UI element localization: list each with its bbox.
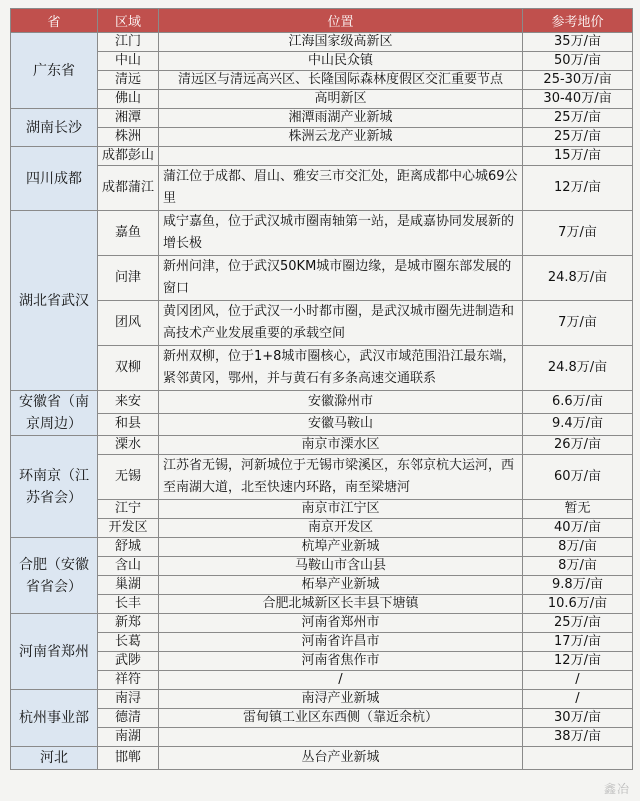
province-cell: 河南省郑州 bbox=[11, 614, 98, 690]
district-cell: 和县 bbox=[98, 413, 159, 436]
district-cell: 江门 bbox=[98, 33, 159, 52]
price-cell: 24.8万/亩 bbox=[523, 256, 633, 301]
location-cell: 河南省许昌市 bbox=[159, 633, 523, 652]
location-cell: 柘皋产业新城 bbox=[159, 576, 523, 595]
location-cell: 南京市溧水区 bbox=[159, 436, 523, 455]
province-cell: 河北 bbox=[11, 747, 98, 770]
location-cell bbox=[159, 147, 523, 166]
province-cell: 安徽省（南京周边） bbox=[11, 391, 98, 436]
table-row bbox=[11, 109, 633, 128]
table-row bbox=[11, 595, 633, 614]
district-cell: 无锡 bbox=[98, 455, 159, 500]
table-row bbox=[11, 614, 633, 633]
district-cell: 武陟 bbox=[98, 652, 159, 671]
location-cell: 湘潭雨湖产业新城 bbox=[159, 109, 523, 128]
table-row bbox=[11, 166, 633, 211]
table-row bbox=[11, 211, 633, 256]
price-cell: 35万/亩 bbox=[523, 33, 633, 52]
land-price-table-wrapper bbox=[10, 8, 632, 770]
table-row bbox=[11, 709, 633, 728]
province-cell: 湖南长沙 bbox=[11, 109, 98, 147]
price-cell: 8万/亩 bbox=[523, 538, 633, 557]
district-cell: 江宁 bbox=[98, 500, 159, 519]
province-cell: 杭州事业部 bbox=[11, 690, 98, 747]
district-cell: 成都彭山 bbox=[98, 147, 159, 166]
price-cell: 10.6万/亩 bbox=[523, 595, 633, 614]
province-cell: 四川成都 bbox=[11, 147, 98, 211]
location-cell: 中山民众镇 bbox=[159, 52, 523, 71]
price-cell: 26万/亩 bbox=[523, 436, 633, 455]
district-cell: 佛山 bbox=[98, 90, 159, 109]
district-cell: 长葛 bbox=[98, 633, 159, 652]
price-cell: 6.6万/亩 bbox=[523, 391, 633, 414]
price-cell: 15万/亩 bbox=[523, 147, 633, 166]
location-cell: 新州双柳，位于1+8城市圈核心，武汉市域范围沿江最东端，紧邻黄冈，鄂州，并与黄石有多条高速交通联系 bbox=[159, 346, 523, 391]
location-cell bbox=[159, 728, 523, 747]
location-cell: 丛台产业新城 bbox=[159, 747, 523, 770]
price-cell: 25-30万/亩 bbox=[523, 71, 633, 90]
location-cell: 咸宁嘉鱼，位于武汉城市圈南轴第一站，是咸嘉协同发展新的增长极 bbox=[159, 211, 523, 256]
price-cell: 7万/亩 bbox=[523, 211, 633, 256]
location-cell: 南浔产业新城 bbox=[159, 690, 523, 709]
table-row bbox=[11, 747, 633, 770]
province-cell: 环南京（江苏省会） bbox=[11, 436, 98, 538]
price-cell: 30万/亩 bbox=[523, 709, 633, 728]
location-cell: 黄冈团风，位于武汉一小时都市圈，是武汉城市圈先进制造和高技术产业发展重要的承载空间 bbox=[159, 301, 523, 346]
price-cell: 12万/亩 bbox=[523, 166, 633, 211]
table-row bbox=[11, 500, 633, 519]
district-cell: 德清 bbox=[98, 709, 159, 728]
district-cell: 清远 bbox=[98, 71, 159, 90]
header-location: 位置 bbox=[159, 9, 523, 33]
table-row bbox=[11, 633, 633, 652]
location-cell: 南京开发区 bbox=[159, 519, 523, 538]
location-cell: 河南省焦作市 bbox=[159, 652, 523, 671]
table-row bbox=[11, 128, 633, 147]
table-row bbox=[11, 147, 633, 166]
district-cell: 开发区 bbox=[98, 519, 159, 538]
location-cell: 马鞍山市含山县 bbox=[159, 557, 523, 576]
province-cell: 广东省 bbox=[11, 33, 98, 109]
location-cell: 杭埠产业新城 bbox=[159, 538, 523, 557]
district-cell: 南湖 bbox=[98, 728, 159, 747]
location-cell: 蒲江位于成都、眉山、雅安三市交汇处，距离成都中心城69公里 bbox=[159, 166, 523, 211]
price-cell: 25万/亩 bbox=[523, 614, 633, 633]
header-row bbox=[11, 9, 633, 33]
price-cell: 9.4万/亩 bbox=[523, 413, 633, 436]
price-cell: 25万/亩 bbox=[523, 109, 633, 128]
header-province: 省 bbox=[11, 9, 98, 33]
location-cell: 河南省郑州市 bbox=[159, 614, 523, 633]
district-cell: 祥符 bbox=[98, 671, 159, 690]
district-cell: 溧水 bbox=[98, 436, 159, 455]
table-row bbox=[11, 256, 633, 301]
header-district: 区域 bbox=[98, 9, 159, 33]
district-cell: 长丰 bbox=[98, 595, 159, 614]
table-row bbox=[11, 557, 633, 576]
price-cell: 60万/亩 bbox=[523, 455, 633, 500]
district-cell: 问津 bbox=[98, 256, 159, 301]
district-cell: 南浔 bbox=[98, 690, 159, 709]
district-cell: 嘉鱼 bbox=[98, 211, 159, 256]
price-cell: 17万/亩 bbox=[523, 633, 633, 652]
header-price: 参考地价 bbox=[523, 9, 633, 33]
table-row bbox=[11, 90, 633, 109]
province-cell: 湖北省武汉 bbox=[11, 211, 98, 391]
district-cell: 新郑 bbox=[98, 614, 159, 633]
location-cell: 雷甸镇工业区东西侧（靠近余杭） bbox=[159, 709, 523, 728]
location-cell: 安徽滁州市 bbox=[159, 391, 523, 414]
district-cell: 团风 bbox=[98, 301, 159, 346]
district-cell: 中山 bbox=[98, 52, 159, 71]
price-cell: 24.8万/亩 bbox=[523, 346, 633, 391]
district-cell: 双柳 bbox=[98, 346, 159, 391]
location-cell: / bbox=[159, 671, 523, 690]
price-cell: 38万/亩 bbox=[523, 728, 633, 747]
price-cell: 9.8万/亩 bbox=[523, 576, 633, 595]
table-row bbox=[11, 671, 633, 690]
district-cell: 湘潭 bbox=[98, 109, 159, 128]
table-row bbox=[11, 652, 633, 671]
table-row bbox=[11, 538, 633, 557]
location-cell: 江苏省无锡，河新城位于无锡市梁溪区，东邻京杭大运河，西至南湖大道，北至快速内环路，南至梁塘河 bbox=[159, 455, 523, 500]
location-cell: 合肥北城新区长丰县下塘镇 bbox=[159, 595, 523, 614]
price-cell: / bbox=[523, 671, 633, 690]
price-cell: 50万/亩 bbox=[523, 52, 633, 71]
table-row bbox=[11, 391, 633, 414]
district-cell: 邯郸 bbox=[98, 747, 159, 770]
table-row bbox=[11, 690, 633, 709]
district-cell: 成都蒲江 bbox=[98, 166, 159, 211]
price-cell: 7万/亩 bbox=[523, 301, 633, 346]
price-cell: 30-40万/亩 bbox=[523, 90, 633, 109]
table-row bbox=[11, 413, 633, 436]
price-cell: / bbox=[523, 690, 633, 709]
table-row bbox=[11, 71, 633, 90]
watermark: 鑫冶 bbox=[603, 782, 630, 796]
land-price-table bbox=[10, 8, 633, 770]
location-cell: 安徽马鞍山 bbox=[159, 413, 523, 436]
location-cell: 清远区与清远高兴区、长隆国际森林度假区交汇重要节点 bbox=[159, 71, 523, 90]
table-row bbox=[11, 519, 633, 538]
table-row bbox=[11, 52, 633, 71]
table-row bbox=[11, 301, 633, 346]
province-cell: 合肥（安徽省省会） bbox=[11, 538, 98, 614]
location-cell: 高明新区 bbox=[159, 90, 523, 109]
price-cell: 40万/亩 bbox=[523, 519, 633, 538]
district-cell: 来安 bbox=[98, 391, 159, 414]
district-cell: 巢湖 bbox=[98, 576, 159, 595]
price-cell: 8万/亩 bbox=[523, 557, 633, 576]
location-cell: 江海国家级高新区 bbox=[159, 33, 523, 52]
district-cell: 含山 bbox=[98, 557, 159, 576]
table-row bbox=[11, 436, 633, 455]
price-cell bbox=[523, 747, 633, 770]
table-row bbox=[11, 455, 633, 500]
table-row bbox=[11, 346, 633, 391]
location-cell: 新州问津，位于武汉50KM城市圈边缘，是城市圈东部发展的窗口 bbox=[159, 256, 523, 301]
location-cell: 南京市江宁区 bbox=[159, 500, 523, 519]
district-cell: 株洲 bbox=[98, 128, 159, 147]
district-cell: 舒城 bbox=[98, 538, 159, 557]
table-row bbox=[11, 33, 633, 52]
price-cell: 25万/亩 bbox=[523, 128, 633, 147]
location-cell: 株洲云龙产业新城 bbox=[159, 128, 523, 147]
price-cell: 12万/亩 bbox=[523, 652, 633, 671]
table-row bbox=[11, 728, 633, 747]
price-cell: 暂无 bbox=[523, 500, 633, 519]
table-row bbox=[11, 576, 633, 595]
